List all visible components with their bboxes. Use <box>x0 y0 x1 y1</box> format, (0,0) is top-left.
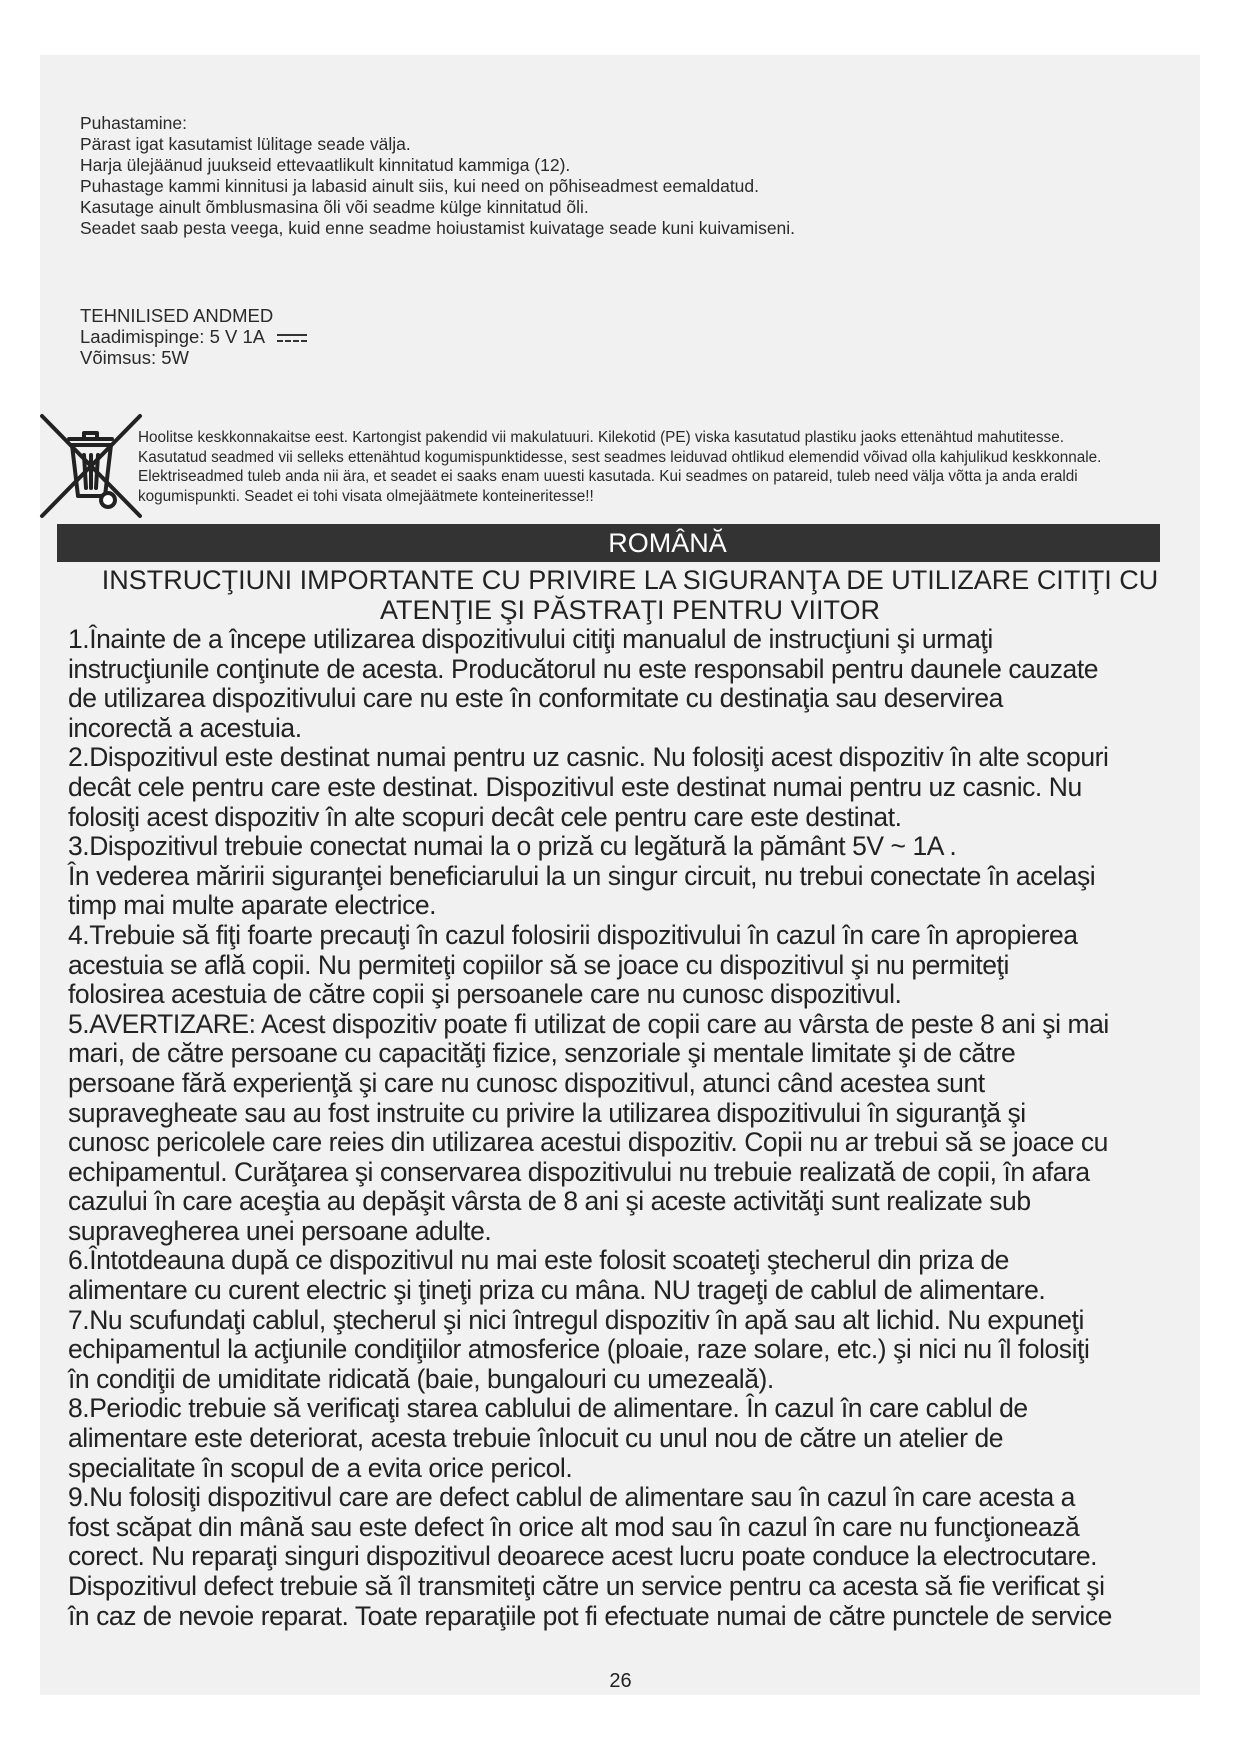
charging-voltage: Laadimispinge: 5 V 1A <box>80 326 266 347</box>
direct-current-icon <box>277 333 307 343</box>
instruction-line: de utilizarea dispozitivului care nu este în conformitate cu destinaţia sau deservirea <box>68 683 1003 714</box>
instruction-line: persoane fără experienţă şi care nu cunosc dispozitivul, atunci când acestea sunt <box>68 1067 985 1098</box>
instruction-line: 2.Dispozitivul este destinat numai pentru uz casnic. Nu folosiţi acest dispozitiv în alte scopuri <box>68 742 1109 773</box>
cleaning-line: Kasutage ainult õmblusmasina õli või seadme külge kinnitatud õli. <box>80 197 589 217</box>
instruction-line: decât cele pentru care este destinat. Dispozitivul este destinat numai pentru uz casnic. Nu <box>68 771 1082 802</box>
safety-instructions-body <box>68 625 1203 1631</box>
cleaning-line: Seadet saab pesta veega, kuid enne seadme hoiustamist kuivatage seade kuni kuivamiseni. <box>80 218 796 238</box>
instruction-line: 6.Întotdeauna după ce dispozitivul nu mai este folosit scoateţi ştecherul din priza de <box>68 1245 1009 1276</box>
instruction-line: 9.Nu folosiţi dispozitivul care are defect cablul de alimentare sau în cazul în care acesta a <box>68 1482 1075 1513</box>
instruction-line: 3.Dispozitivul trebuie conectat numai la o priză cu legătură la pământ 5V ~ 1A . <box>68 831 957 862</box>
safety-instructions-title <box>60 565 1200 625</box>
instruction-line: folosiţi acest dispozitiv în alte scopuri decât cele pentru care este destinat. <box>68 801 902 832</box>
cleaning-line: Pärast igat kasutamist lülitage seade välja. <box>80 134 411 154</box>
cleaning-heading: Puhastamine: <box>80 113 188 133</box>
disposal-line: Hoolitse keskkonnakaitse eest. Kartongist pakendid vii makulatuuri. Kilekotid (PE) viska kasutatud plastiku jaoks ettenähtud mahutitesse. <box>138 429 1064 446</box>
cleaning-line: Harja ülejäänud juukseid ettevaatlikult kinnitatud kammiga (12). <box>80 155 571 175</box>
instruction-line: alimentare este deteriorat, acesta trebuie înlocuit cu unul nou de către un atelier de <box>68 1423 1004 1454</box>
instruction-line: 5.AVERTIZARE: Acest dispozitiv poate fi utilizat de copii care au vârsta de peste 8 ani şi mai <box>68 1008 1109 1039</box>
instruction-line: specialitate în scopul de a evita orice pericol. <box>68 1452 573 1483</box>
instruction-line: În vederea măririi siguranţei beneficiarului la un singur circuit, nu trebui conectate în acelaşi <box>68 860 1096 891</box>
instruction-line: 8.Periodic trebuie să verificaţi starea cablului de alimentare. În cazul în care cablul de <box>68 1393 1028 1424</box>
title-line: ATENŢIE ŞI PĂSTRAŢI PENTRU VIITOR <box>379 595 881 625</box>
instruction-line: instrucţiunile conţinute de acesta. Producătorul nu este responsabil pentru daunele cauzate <box>68 653 1099 684</box>
instruction-line: fost scăpat din mână sau este defect în orice alt mod sau în cazul în care nu funcţionează <box>68 1511 1080 1542</box>
power-rating: Võimsus: 5W <box>80 347 189 368</box>
language-section-bar <box>57 524 1160 562</box>
instruction-line: supravegherea unei persoane adulte. <box>68 1215 492 1246</box>
instruction-line: cunosc pericolele care reies din utilizarea acestui dispozitiv. Copii nu ar trebui să se joace cu <box>68 1127 1108 1158</box>
instruction-line: incorectă a acestuia. <box>68 712 302 743</box>
instruction-line: corect. Nu reparaţi singuri dispozitivul deoarece acest lucru poate conduce la electrocutare. <box>68 1541 1098 1572</box>
cleaning-section <box>80 113 1140 239</box>
instruction-line: 7.Nu scufundaţi cablul, ştecherul şi nici întregul dispozitiv în apă sau alt lichid. Nu expuneţi <box>68 1304 1084 1335</box>
cleaning-line: Puhastage kammi kinnitusi ja labasid ainult siis, kui need on põhiseadmest eemaldatud. <box>80 176 760 196</box>
technical-heading: TEHNILISED ANDMED <box>80 305 274 326</box>
disposal-line: Elektriseadmed tuleb anda nii ära, et seadet ei saaks enam uuesti kasutada. Kui seadmes on patareid, tuleb need välja võtta ja anda eraldi <box>138 468 1078 485</box>
page-number: 26 <box>609 1670 632 1692</box>
technical-data-section <box>80 305 307 368</box>
instruction-line: folosirea acestuia de către copii şi persoanele care nu cunosc dispozitivul. <box>68 979 902 1010</box>
instruction-line: supravegheate sau au fost instruite cu privire la utilizarea dispozitivului în siguranţă şi <box>68 1097 1026 1128</box>
instruction-line: mari, de către persoane cu capacităţi fizice, senzoriale şi mentale limitate şi de către <box>68 1038 1016 1069</box>
instruction-line: Dispozitivul defect trebuie să îl transmiteţi către un service pentru ca acesta să fie verificat şi <box>68 1571 1105 1601</box>
instruction-line: acestuia se află copii. Nu permiteţi copiilor să se joace cu dispozitivul şi nu permiteţi <box>68 949 1009 980</box>
instruction-line: 4.Trebuie să fiţi foarte precauţi în cazul folosirii dispozitivului în cazul în care în apropierea <box>68 919 1078 950</box>
instruction-line: echipamentul la acţiunile condiţiilor atmosferice (ploaie, raze solare, etc.) şi nici nu îl folosiţi <box>68 1334 1090 1365</box>
instruction-line: 1.Înainte de a începe utilizarea dispozitivului citiţi manualul de instrucţiuni şi urmaţi <box>68 624 993 654</box>
disposal-notice <box>138 428 1198 506</box>
disposal-line: kogumispunkti. Seadet ei tohi visata olmejäätmete konteineritesse!! <box>138 487 594 505</box>
title-line: INSTRUCŢIUNI IMPORTANTE CU PRIVIRE LA SIGURANŢA DE UTILIZARE CITIŢI CU <box>101 565 1159 595</box>
instruction-line: cazului în care aceştia au depăşit vârsta de 8 ani şi aceste activităţi sunt realizate sub <box>68 1186 1031 1217</box>
instruction-line: alimentare cu curent electric şi ţineţi priza cu mâna. NU trageţi de cablul de alimentare. <box>68 1275 1046 1306</box>
language-label: ROMÂNĂ <box>608 528 727 558</box>
instruction-line: timp mai multe aparate electrice. <box>68 890 437 921</box>
disposal-line: Kasutatud seadmed vii selleks ettenähtud kogumispunktidesse, sest seadmes leiduvad ohtlikud elemendid võivad olla kahjulikud keskkonnale. <box>138 448 1102 466</box>
instruction-line: în caz de nevoie reparat. Toate reparaţiile pot fi efectuate numai de către punctele de service <box>68 1600 1112 1631</box>
charging-voltage-row <box>80 326 307 347</box>
crossed-out-wheelie-bin-icon <box>36 412 146 522</box>
instruction-line: în condiţii de umiditate ridicată (baie, bungalouri cu umezeală). <box>68 1363 774 1394</box>
instruction-line: echipamentul. Curăţarea şi conservarea dispozitivului nu trebuie realizată de copii, în afara <box>68 1156 1090 1187</box>
